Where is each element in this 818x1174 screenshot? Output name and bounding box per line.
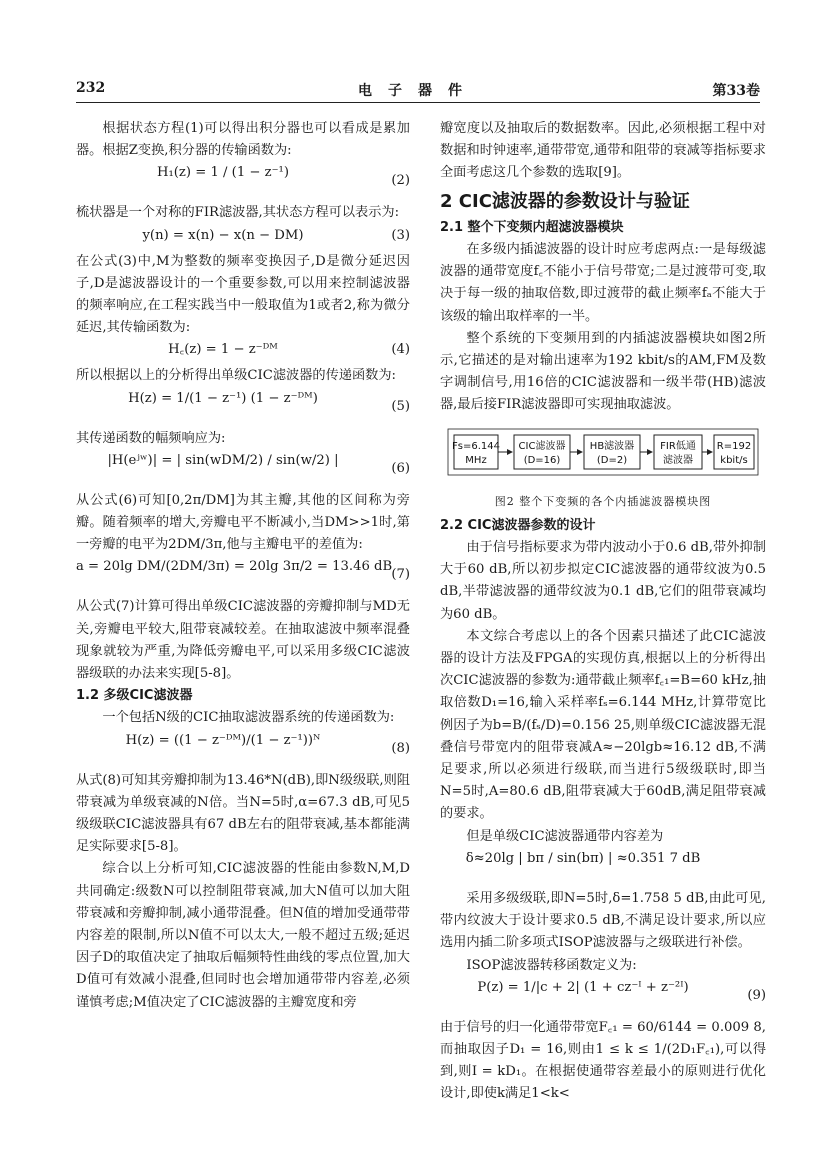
paragraph: 所以根据以上的分析得出单级CIC滤波器的传递函数为: [76,368,396,384]
paragraph: 在公式(3)中,M为整数的频率变换因子,D是微分延迟因子,D是滤波器设计的一个重要参数,可以用来控制滤波器的频率响应,在工程实践当中一般取值为1或者2,称为微分延迟,其传输函数为: [76,253,410,336]
journal-name: 电子器件 [358,83,478,99]
paragraph: 从式(8)可知其旁瓣抑制为13.46*N(dB),即N级级联,则阻带衰减为单级衰减的N倍。当N=5时,α=67.3 dB,可见5级级联CIC滤波器具有67 dB左右的阻带衰减,基本都能满足实际要求[5-8]。 [76,772,410,855]
equation-6: |H(eʲʷ)| = | sin(wDM/2) / sin(w/2) | (6) [107,452,410,476]
header-rule [76,102,760,103]
section-heading-2-1: 2.1 整个下变频内超滤波器模块 [440,219,624,235]
paragraph: 从公式(6)可知[0,2π/DM]为其主瓣,其他的区间称为旁瓣。随着频率的增大,旁瓣电平不断减小,当DM>>1时,第一旁瓣的电平为2DM/3π,他与主瓣电平的差值为: [76,492,410,553]
equation-5: H(z) = 1/(1 − z⁻¹) (1 − z⁻ᴰᴹ) (5) [128,390,410,414]
hb-label-2: (D=2) [596,454,628,466]
paragraph: 从公式(7)计算可得出单级CIC滤波器的旁瓣抑制与MD无关,旁瓣电平较大,阻带衰减较差。在抽取滤波中频率混叠现象就较为严重,为降低旁瓣电平,可以采用多级CIC滤波器级联的办法来实现[5-8]。 [76,599,410,682]
figure-caption: 图2 整个下变频的各个内插滤波器模块图 [494,494,712,508]
equation-delta: δ≈20lg | bπ / sin(bπ) | ≈0.351 7 dB [465,850,701,866]
cic-label-2: (D=16) [523,454,561,466]
fir-label-1: FIR低通 [660,440,696,452]
paragraph: 由于信号的归一化通带带宽F꜀₁ = 60/6144 = 0.009 8,而抽取因子D₁ = 16,则由1 ≤ k ≤ 1/(2D₁F꜀₁),可以得到,则I = kD₁。在根据使通带容差最小的原则进行优化设计,即使k满足1<k< [440,1019,766,1102]
paragraph: 在多级内插滤波器的设计时应考虑两点:一是每级滤波器的通带宽度f꜀不能小于信号带宽;二是过渡带可变,取决于每一级的抽取倍数,即过渡带的截止频率fₐ不能大于该级的输出取样率的一半。 [440,242,766,324]
running-header [76,80,760,102]
output-label-1: R=192 [716,440,752,452]
cic-label-1: CIC滤波器 [518,440,566,452]
paragraph: 整个系统的下变频用到的内插滤波器模块如图2所示,它描述的是对输出速率为192 kbit/s的AM,FM及数字调制信号,用16倍的CIC滤波器和一级半带(HB)滤波器,最后接FIR滤波器即可实现抽取滤波。 [440,330,766,413]
equation-7: a = 20lg DM/(2DM/3π) = 20lg 3π/2 = 13.46 dB (7) [76,559,410,583]
section-heading-2: 2 CIC滤波器的参数设计与验证 [440,190,690,212]
paragraph: 其传递函数的幅频响应为: [76,430,226,446]
section-heading-1-2: 1.2 多级CIC滤波器 [76,688,193,704]
paragraph: 梳状器是一个对称的FIR滤波器,其状态方程可以表示为: [76,205,400,221]
paragraph: 采用多级级联,即N=5时,δ=1.758 5 dB,由此可见,带内纹波大于设计要求0.5 dB,不满足设计要求,所以应选用内插二阶多项式ISOP滤波器与之级联进行补偿。 [440,890,766,951]
paragraph: 瓣宽度以及抽取后的数据数率。因此,必须根据工程中对数据和时钟速率,通带带宽,通带和阻带的衰减等指标要求全面考虑这几个参数的选取[9]。 [440,121,766,181]
equation-2: H₁(z) = 1 / (1 − z⁻¹) (2) [157,165,410,189]
paragraph: 根据状态方程(1)可以得出积分器也可以看成是累加器。根据Z变换,积分器的传输函数为: [76,121,410,159]
equation-3: y(n) = x(n) − x(n − DM) (3) [142,227,410,243]
right-column [440,118,766,1106]
fir-label-2: 滤波器 [663,454,693,466]
section-heading-2-2: 2.2 CIC滤波器参数的设计 [440,517,596,533]
figure-2-block-diagram [440,421,766,491]
page-number: 232 [76,80,106,96]
paragraph: 由于信号指标要求为带内波动小于0.6 dB,带外抑制大于60 dB,所以初步拟定CIC滤波器的通带纹波为0.5 dB,半带滤波器的通带纹波为0.1 dB,它们的阻带衰减均为60 dB。 [440,540,766,622]
hb-label-1: HB滤波器 [589,440,635,452]
block-diagram [440,421,766,483]
left-column [76,118,410,1014]
input-label-2: MHz [465,454,487,466]
output-label-2: kbit/s [720,454,748,466]
equation-4: H꜀(z) = 1 − z⁻ᴰᴹ (4) [168,342,410,358]
paragraph: 综合以上分析可知,CIC滤波器的性能由参数N,M,D共同确定:级数N可以控制阻带衰减,加大N值可以加大阻带衰减和旁瓣抑制,减小通带混叠。但N值的增加受通带带内容差的限制,所以N值不可以太大,一般不超过五级;延迟因子D的取值决定了抽取后幅频特性曲线的零点位置,加大D值可有效减小混叠,但同时也会增加通带带内容差,必须谨慎考虑;M值决定了CIC滤波器的主瓣宽度和旁 [76,861,410,1010]
paragraph: 一个包括N级的CIC抽取滤波器系统的传递函数为: [102,710,395,726]
volume-label: 第33卷 [712,83,760,99]
equation-8: H(z) = ((1 − z⁻ᴰᴹ)/(1 − z⁻¹))ᴺ (8) [125,732,410,756]
paragraph: 但是单级CIC滤波器通带内容差为 [466,828,664,844]
equation-9: P(z) = 1/|c + 2| (1 + cz⁻ᴵ + z⁻²ᴵ) (9) [477,979,766,1003]
paragraph: 本文综合考虑以上的各个因素只描述了此CIC滤波器的设计方法及FPGA的实现仿真,根据以上的分析得出次CIC滤波器的参数为:通带截止频率f꜀₁=B=60 kHz,抽取倍数D₁=16,输入采样率fₛ=6.144 MHz,计算带宽比例因子为b=B/(fₛ/D)=0.156 25,则单级CIC滤波器无混叠信号带宽内的阻带衰减A≈−20lgb≈16.12 dB,不满足要求,所以必须进行级联,而当进行5级级联时,即当N=5时,A=80.6 dB,阻带衰减大于60dB,满足阻带衰减的要求。 [440,628,766,822]
paragraph: ISOP滤波器转移函数定义为: [466,957,637,973]
input-label-1: Fs=6.144 [452,440,500,452]
